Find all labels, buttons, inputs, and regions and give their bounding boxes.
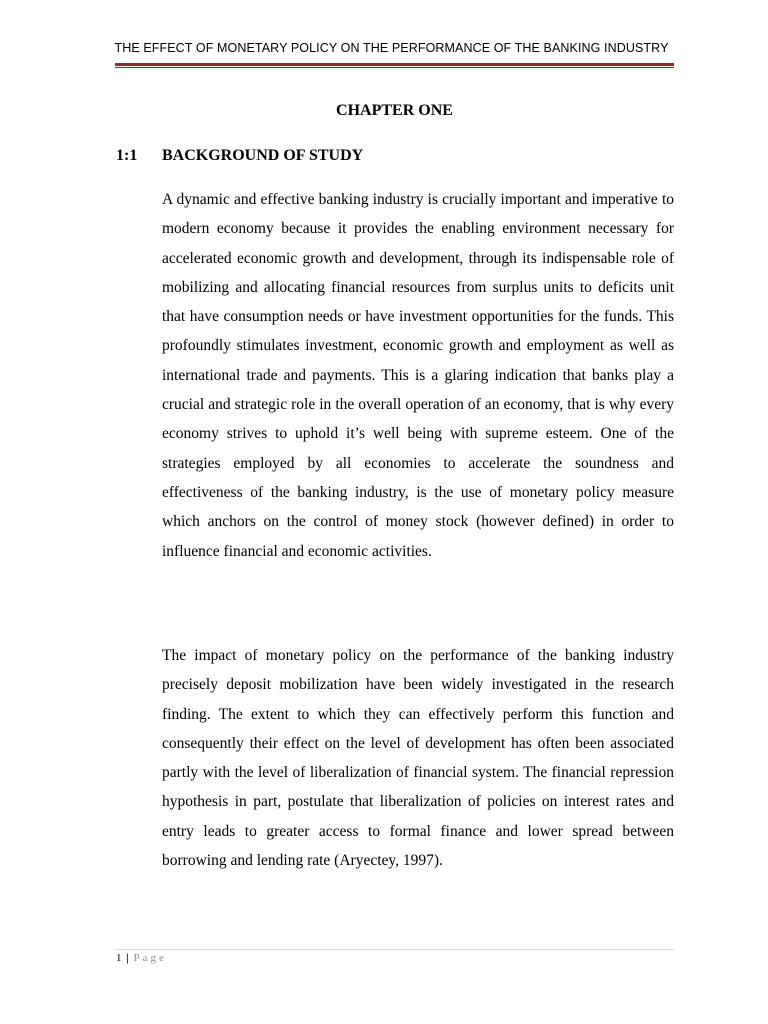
page-label: Page (133, 952, 167, 964)
body-paragraph-2: The impact of monetary policy on the performance of the banking industry precisely deposit mobilization have been widely investigated in the research finding. The extent to which they can effectively perform this function and consequently their effect on the level of development has often been associated partly with the level of liberalization of financial system. The financial repression hypothesis in part, postulate that liberalization of policies on interest rates and entry leads to greater access to formal finance and lower spread between borrowing and lending rate (Aryectey, 1997). (162, 647, 674, 870)
body-paragraph-1: A dynamic and effective banking industry is crucially important and imperative to modern economy because it provides the enabling environment necessary for accelerated economic growth and development, through its indispensable role of mobilizing and allocating financial resources from surplus units to deficits unit that have consumption needs or have investment opportunities for the funds. This profoundly stimulates investment, economic growth and employment as well as international trade and payments. This is a glaring indication that banks play a crucial and strategic role in the overall operation of an economy, that is why every economy strives to uphold it’s well being with supreme esteem. One of the strategies employed by all economies to accelerate the soundness and effectiveness of the banking industry, is the use of monetary policy measure which anchors on the control of money stock (however defined) in order to influence financial and economic activities. (162, 191, 674, 560)
page-number: 1 (116, 952, 122, 964)
chapter-title: CHAPTER ONE (336, 102, 453, 119)
page-separator: | (126, 952, 129, 964)
section-number: 1:1 (116, 147, 138, 164)
header-rule-thin (115, 67, 674, 68)
header-rule-thick (115, 63, 674, 66)
footer-rule (115, 949, 674, 950)
page-footer (116, 952, 167, 964)
running-header-title: THE EFFECT OF MONETARY POLICY ON THE PERFORMANCE OF THE BANKING INDUSTRY (114, 41, 669, 55)
section-title: BACKGROUND OF STUDY (162, 147, 364, 164)
